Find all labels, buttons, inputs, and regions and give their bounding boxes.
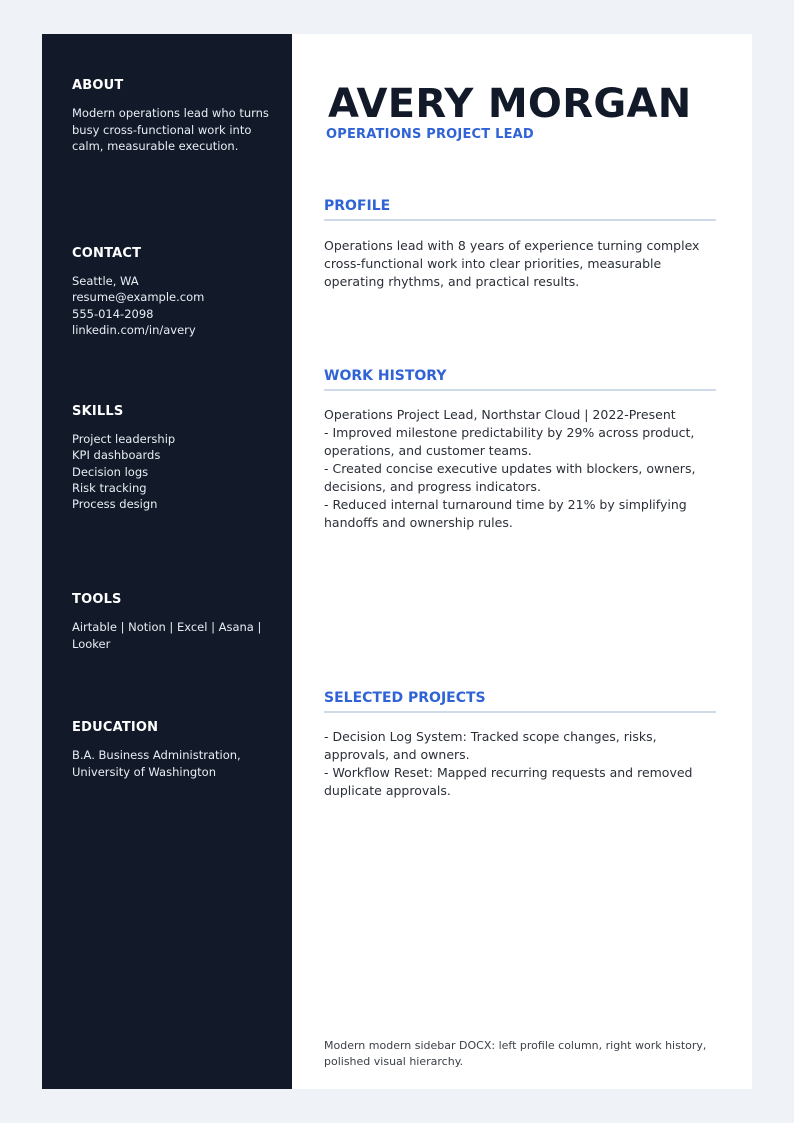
skills-heading: SKILLS	[72, 404, 124, 419]
contact-linkedin[interactable]: linkedin.com/in/avery	[72, 322, 196, 337]
resume-page	[42, 34, 752, 1089]
contact-heading: CONTACT	[72, 246, 142, 261]
skills-section	[72, 404, 272, 512]
sidebar	[42, 34, 292, 1089]
education-text: B.A. Business Administration, University of Washington	[72, 748, 241, 779]
work-bullet: - Improved milestone predictability by 29% across product, operations, and customer teams.	[324, 425, 695, 458]
project-bullet: - Decision Log System: Tracked scope changes, risks, approvals, and owners.	[324, 729, 657, 762]
main-column	[292, 34, 752, 1089]
work-role: Operations Project Lead, Northstar Cloud | 2022-Present	[324, 407, 676, 422]
profile-text: Operations lead with 8 years of experience turning complex cross-functional work into clear priorities, measurable operating rhythms, and practical results.	[324, 238, 700, 289]
tools-text: Airtable | Notion | Excel | Asana | Looker	[72, 620, 262, 651]
skill-item: Process design	[72, 497, 158, 512]
work-history-body	[324, 406, 716, 532]
project-bullet: - Workflow Reset: Mapped recurring requests and removed duplicate approvals.	[324, 765, 693, 798]
about-section	[72, 78, 272, 155]
tools-heading: TOOLS	[72, 592, 122, 607]
projects-body	[324, 728, 716, 800]
education-section	[72, 720, 272, 780]
candidate-title: OPERATIONS PROJECT LEAD	[326, 127, 534, 142]
profile-heading: PROFILE	[324, 198, 716, 221]
skill-item: Decision logs	[72, 464, 149, 479]
projects-heading: SELECTED PROJECTS	[324, 690, 716, 713]
contact-location: Seattle, WA	[72, 274, 139, 288]
about-heading: ABOUT	[72, 78, 124, 93]
work-bullet: - Created concise executive updates with blockers, owners, decisions, and progress indicators.	[324, 461, 696, 494]
skill-item: Project leadership	[72, 432, 176, 446]
skill-item: Risk tracking	[72, 480, 147, 495]
about-text: Modern operations lead who turns busy cross-functional work into calm, measurable execution.	[72, 106, 269, 153]
tools-section	[72, 592, 272, 652]
contact-phone: 555-014-2098	[72, 306, 154, 321]
candidate-name: AVERY MORGAN	[328, 81, 692, 127]
work-bullet: - Reduced internal turnaround time by 21% by simplifying handoffs and ownership rules.	[324, 497, 687, 530]
skill-item: KPI dashboards	[72, 448, 161, 463]
work-history-heading: WORK HISTORY	[324, 368, 716, 391]
contact-section	[72, 246, 272, 338]
education-heading: EDUCATION	[72, 720, 159, 735]
contact-email[interactable]: resume@example.com	[72, 290, 205, 305]
footer-note: Modern modern sidebar DOCX: left profile column, right work history, polished visual hierarchy.	[324, 1039, 707, 1068]
